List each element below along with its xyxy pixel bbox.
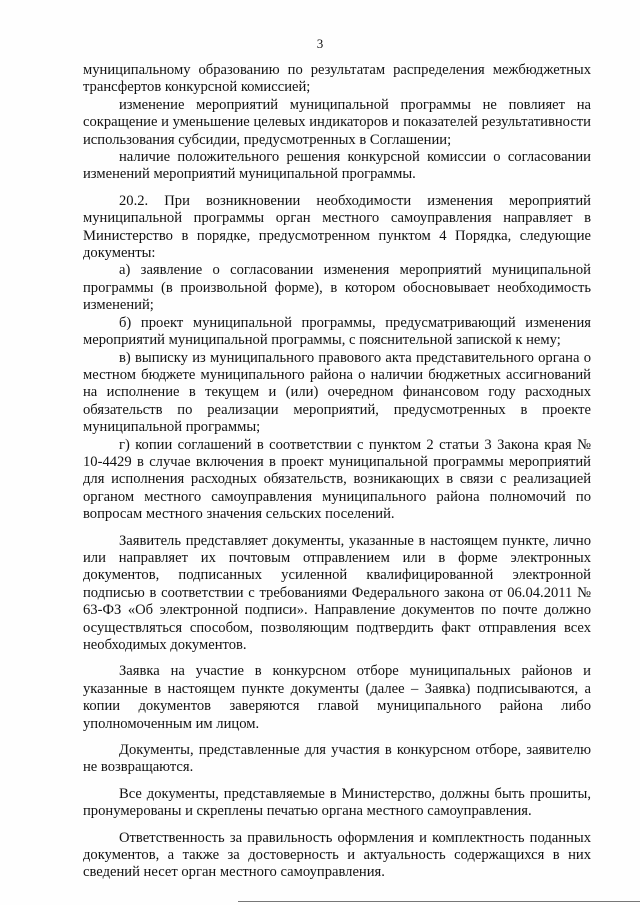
- page-number: 3: [316, 36, 324, 51]
- paragraph: в) выписку из муниципального правового акта представительного органа о местном бюджете муниципального района о наличии бюджетных ассигнований на исполнение в текущем и (или) очередном финансовом году расходных обязательств по реализации мероприятий, предусмотренных в проекте муниципальной программы;: [83, 349, 591, 436]
- paragraph: б) проект муниципальной программы, предусматривающий изменения мероприятий муниципальной программы, с пояснительной запиской к нему;: [83, 314, 591, 349]
- paragraph: Документы, представленные для участия в конкурсном отборе, заявителю не возвращаются.: [83, 742, 591, 776]
- paragraph: муниципальному образованию по результатам распределения межбюджетных трансфертов конкурсной комиссией;: [83, 62, 591, 96]
- paragraph: Заявитель представляет документы, указанные в настоящем пункте, лично или направляет их почтовым отправлением или в форме электронных документов, подписанных усиленной квалифицированной электронной подписью в соответствии с требованиями Федерального закона от 06.04.2011 № 63-ФЗ «Об электронной подписи». Направление документов по почте должно осуществляться способом, позволяющим подтвердить факт отправления всех необходимых документов.: [83, 532, 591, 653]
- paragraph: Все документы, представляемые в Министерство, должны быть прошиты, пронумерованы и скреплены печатью органа местного самоуправления.: [83, 785, 591, 820]
- paragraph: г) копии соглашений в соответствии с пунктом 2 статьи 3 Закона края № 10-4429 в случае включения в проект муниципальной программы мероприятий для исполнения расходных обязательств, возникающих в связи с реализацией органом местного самоуправления муниципального района полномочий по вопросам местного значения сельских поселений.: [83, 436, 591, 523]
- paragraph: а) заявление о согласовании изменения мероприятий муниципальной программы (в произвольной форме), в котором обосновывает необходимость изменений;: [83, 262, 591, 314]
- paragraph: 20.2. При возникновении необходимости изменения мероприятий муниципальной программы орган местного самоуправления направляет в Министерство в порядке, предусмотренном пунктом 4 Порядка, следующие документы:: [83, 192, 591, 262]
- paragraph: Ответственность за правильность оформления и комплектность поданных документов, а также за достоверность и актуальность содержащихся в них сведений несет орган местного самоуправления.: [83, 829, 591, 881]
- document-body: [83, 62, 591, 882]
- paragraph: наличие положительного решения конкурсной комиссии о согласовании изменений мероприятий муниципальной программы.: [83, 149, 591, 183]
- footer-rule: [238, 901, 640, 902]
- paragraph: изменение мероприятий муниципальной программы не повлияет на сокращение и уменьшение целевых индикаторов и показателей результативности использования субсидии, предусмотренных в Соглашении;: [83, 96, 591, 148]
- paragraph: Заявка на участие в конкурсном отборе муниципальных районов и указанные в настоящем пункте документы (далее – Заявка) подписываются, а копии документов заверяются главой муниципального района либо уполномоченным им лицом.: [83, 663, 591, 732]
